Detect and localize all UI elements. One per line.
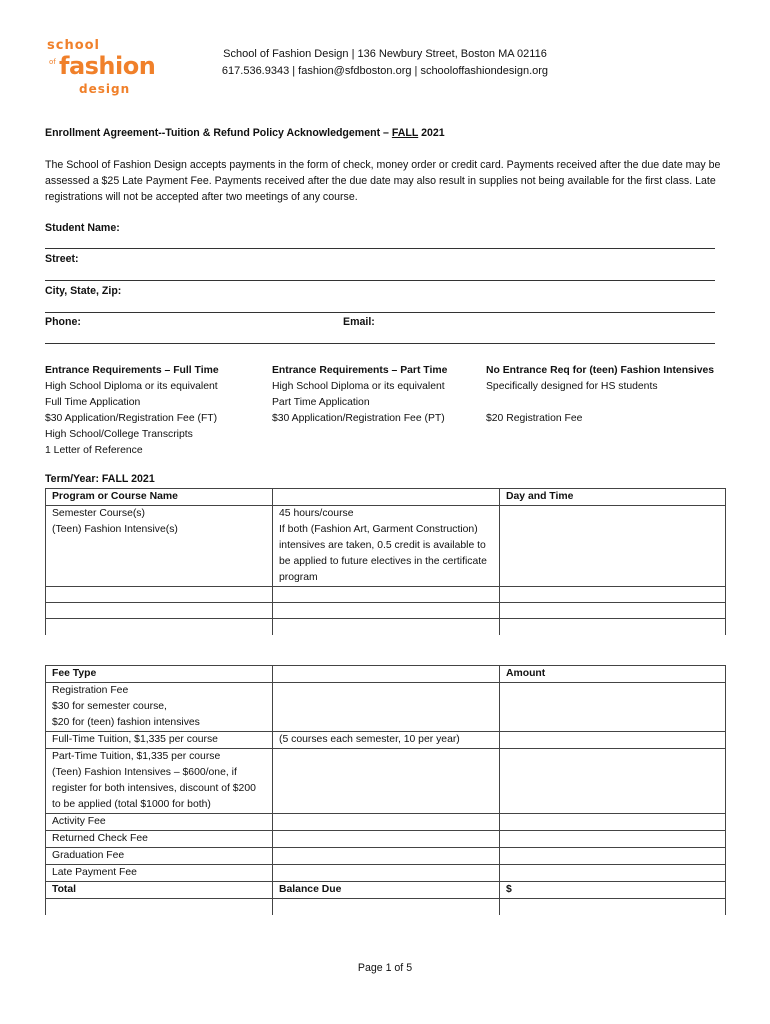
amount-header: Amount (500, 666, 726, 683)
logo-design-text: design (79, 82, 131, 96)
course-blank-cell[interactable] (46, 603, 273, 619)
credit-note-text: If both (Fashion Art, Garment Construction) intensives are taken, 0.5 credit is available to be applied to future electives in the certificate program (279, 524, 487, 583)
logo-of-text: of (49, 58, 56, 66)
title-text: Enrollment Agreement--Tuition & Refund Policy Acknowledgement – (45, 127, 392, 139)
student-name-label: Student Name: (45, 222, 120, 234)
course-blank-cell[interactable] (500, 603, 726, 619)
course-blank-cell[interactable] (46, 587, 273, 603)
amount-cell[interactable] (500, 732, 726, 749)
intensives-item (486, 395, 736, 411)
title-year: 2021 (418, 127, 445, 139)
teen-intensive-text: (Teen) Fashion Intensive(s) (52, 524, 178, 535)
email-label: Email: (343, 316, 375, 328)
course-blank-cell[interactable] (500, 619, 726, 635)
activity-fee-text: Activity Fee (46, 814, 273, 831)
course-blank-header (273, 489, 500, 506)
amount-cell[interactable] (500, 683, 726, 732)
requirements-intensives (486, 363, 736, 427)
city-line[interactable] (45, 312, 715, 313)
title-term: FALL (391, 127, 419, 139)
fee-note-cell[interactable] (273, 683, 500, 732)
part-time-tuition-text: Part-Time Tuition, $1,335 per course (46, 749, 273, 766)
course-blank-cell[interactable] (46, 619, 273, 635)
header-contact: 617.536.9343 | fashion@sfdboston.org | schooloffashiondesign.org (221, 65, 549, 77)
city-label: City, State, Zip: (45, 285, 122, 297)
phone-email-line[interactable] (45, 343, 715, 344)
intensives-item: $20 Registration Fee (486, 413, 583, 424)
part-time-item: $30 Application/Registration Fee (PT) (272, 413, 445, 424)
full-time-item: High School/College Transcripts (45, 429, 193, 440)
day-time-header: Day and Time (500, 489, 726, 506)
registration-fee-cell (46, 683, 273, 732)
term-year-label: Term/Year: FALL 2021 (45, 473, 155, 485)
course-type-cell[interactable] (46, 506, 273, 587)
course-name-header: Program or Course Name (46, 489, 273, 506)
fee-note-cell[interactable] (273, 831, 500, 848)
registration-fee-text: Registration Fee (52, 685, 129, 696)
fee-blank-cell[interactable] (500, 899, 726, 915)
returned-check-fee-text: Returned Check Fee (46, 831, 273, 848)
requirements-part-time (272, 363, 484, 427)
intensives-heading: No Entrance Req for (teen) Fashion Intensives (486, 365, 715, 376)
phone-label: Phone: (45, 316, 81, 328)
street-line[interactable] (45, 280, 715, 281)
requirements-full-time (45, 363, 270, 459)
registration-fee-text: $30 for semester course, (52, 701, 167, 712)
day-time-cell[interactable] (500, 506, 726, 587)
amount-cell[interactable] (500, 865, 726, 882)
full-time-item: Full Time Application (45, 397, 141, 408)
logo-fashion-text: fashion (59, 52, 156, 80)
part-time-item: High School Diploma or its equivalent (272, 381, 445, 392)
amount-cell[interactable] (500, 814, 726, 831)
course-table (45, 488, 726, 635)
intensives-item: Specifically designed for HS students (486, 381, 658, 392)
course-blank-cell[interactable] (273, 619, 500, 635)
student-name-line[interactable] (45, 248, 715, 249)
hours-text: 45 hours/course (279, 508, 354, 519)
course-blank-cell[interactable] (500, 587, 726, 603)
total-amount-cell[interactable]: $ (500, 882, 726, 899)
fee-note-cell[interactable] (273, 865, 500, 882)
fee-note-cell[interactable] (273, 848, 500, 865)
part-time-heading: Entrance Requirements – Part Time (272, 365, 448, 376)
fee-note-cell[interactable] (273, 814, 500, 831)
header-address: School of Fashion Design | 136 Newbury Street, Boston MA 02116 (223, 48, 547, 60)
fee-type-header: Fee Type (46, 666, 273, 683)
full-time-item: $30 Application/Registration Fee (FT) (45, 413, 218, 424)
full-time-item: High School Diploma or its equivalent (45, 381, 218, 392)
full-time-tuition-text: Full-Time Tuition, $1,335 per course (46, 732, 273, 749)
amount-cell[interactable] (500, 848, 726, 865)
fee-note-cell[interactable] (273, 749, 500, 814)
street-label: Street: (45, 253, 79, 265)
course-blank-cell[interactable] (273, 603, 500, 619)
fee-blank-header (273, 666, 500, 683)
fee-blank-cell[interactable] (46, 899, 273, 915)
amount-cell[interactable] (500, 831, 726, 848)
document-title (45, 127, 445, 139)
course-info-cell (273, 506, 500, 587)
registration-fee-text: $20 for (teen) fashion intensives (52, 717, 200, 728)
fee-table (45, 665, 726, 915)
full-time-note-text: (5 courses each semester, 10 per year) (273, 732, 500, 749)
late-payment-fee-text: Late Payment Fee (46, 865, 273, 882)
intro-paragraph: The School of Fashion Design accepts payments in the form of check, money order or credit card. Payments received after the due date may be assessed a $25 Late Payment Fee. Payments received after the due date may also result in supplies not being available for the first class. Late registrations will not be accepted after two meetings of any course. (45, 159, 721, 203)
amount-cell[interactable] (500, 749, 726, 814)
logo-school-text: school (47, 38, 101, 53)
total-label: Total (46, 882, 273, 899)
intensives-fee-text: (Teen) Fashion Intensives – $600/one, if register for both intensives, discount of $200 to be applied (total $1000 for both) (46, 765, 273, 814)
part-time-item: Part Time Application (272, 397, 370, 408)
full-time-item: 1 Letter of Reference (45, 445, 143, 456)
page-number: Page 1 of 5 (357, 962, 413, 974)
fee-blank-cell[interactable] (273, 899, 500, 915)
balance-due-label: Balance Due (273, 882, 500, 899)
course-blank-cell[interactable] (273, 587, 500, 603)
graduation-fee-text: Graduation Fee (46, 848, 273, 865)
semester-course-text: Semester Course(s) (52, 508, 145, 519)
full-time-heading: Entrance Requirements – Full Time (45, 365, 219, 376)
